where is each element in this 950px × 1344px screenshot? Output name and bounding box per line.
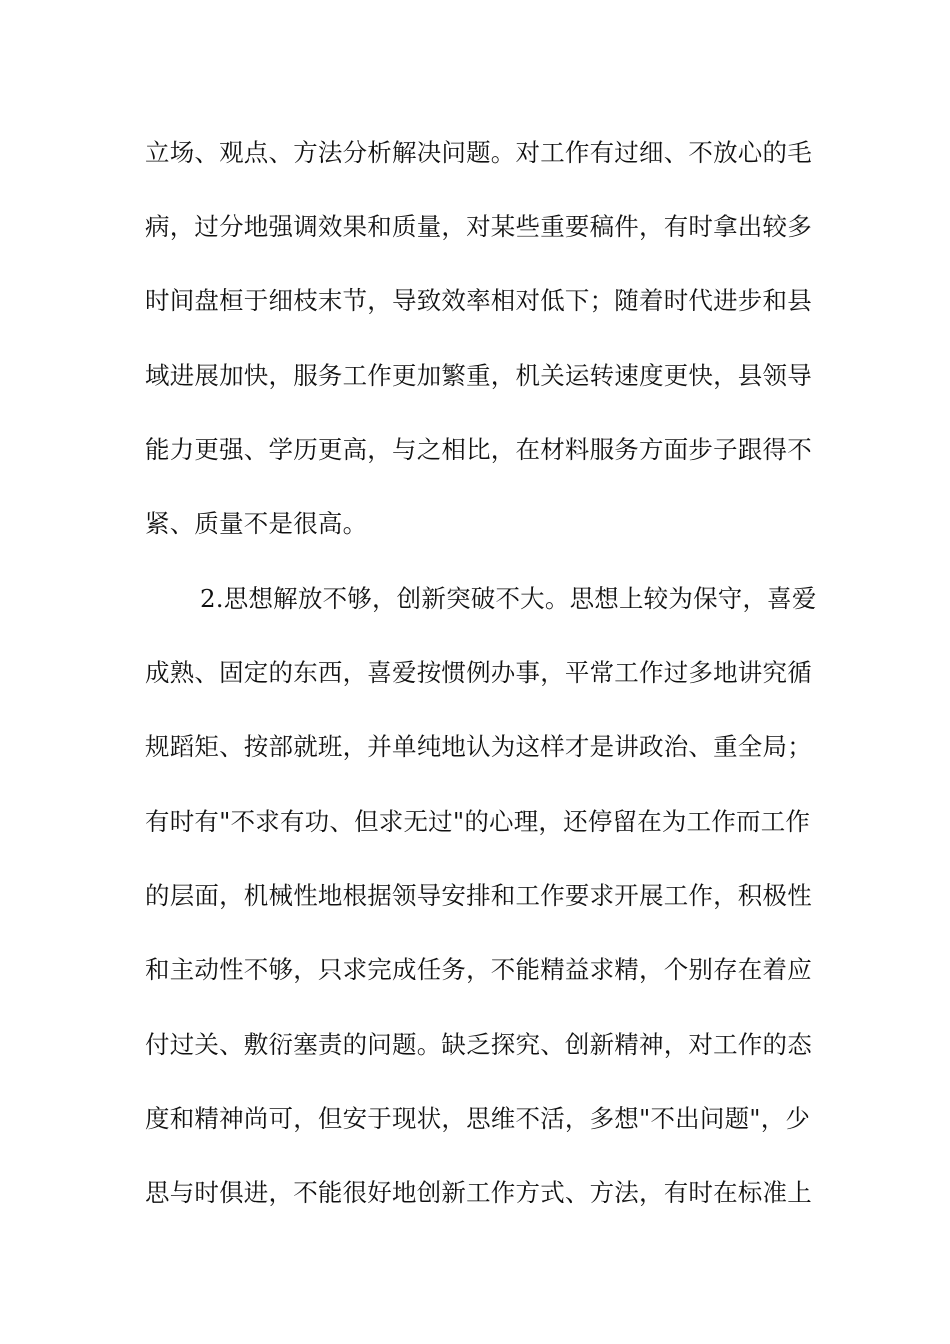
text-line: 有时有"不求有功、但求无过"的心理，还停留在为工作而工作 — [145, 807, 811, 836]
text-line: 规蹈矩、按部就班，并单纯地认为这样才是讲政治、重全局； — [145, 732, 812, 761]
paragraph-heading-line: 2.思想解放不够，创新突破不大。思想上较为保守，喜爱 — [200, 584, 817, 613]
text-line: 紧、质量不是很高。 — [145, 509, 368, 538]
text-line: 度和精神尚可，但安于现状，思维不活，多想"不出问题"，少 — [145, 1104, 811, 1133]
text-line: 成熟、固定的东西，喜爱按惯例办事，平常工作过多地讲究循 — [145, 658, 812, 687]
text-line: 病，过分地强调效果和质量，对某些重要稿件，有时拿出较多 — [145, 212, 812, 241]
text-line: 的层面，机械性地根据领导安排和工作要求开展工作，积极性 — [145, 881, 812, 910]
text-line: 时间盘桓于细枝末节，导致效率相对低下；随着时代进步和县 — [145, 286, 812, 315]
text-line: 立场、观点、方法分析解决问题。对工作有过细、不放心的毛 — [145, 138, 812, 167]
text-line: 能力更强、学历更高，与之相比，在材料服务方面步子跟得不 — [145, 435, 812, 464]
text-line: 域进展加快，服务工作更加繁重，机关运转速度更快，县领导 — [145, 361, 812, 390]
text-line: 和主动性不够，只求完成任务，不能精益求精，个别存在着应 — [145, 955, 812, 984]
text-line: 思与时俱进，不能很好地创新工作方式、方法，有时在标准上 — [145, 1178, 812, 1207]
text-line: 付过关、敷衍塞责的问题。缺乏探究、创新精神，对工作的态 — [145, 1030, 812, 1059]
